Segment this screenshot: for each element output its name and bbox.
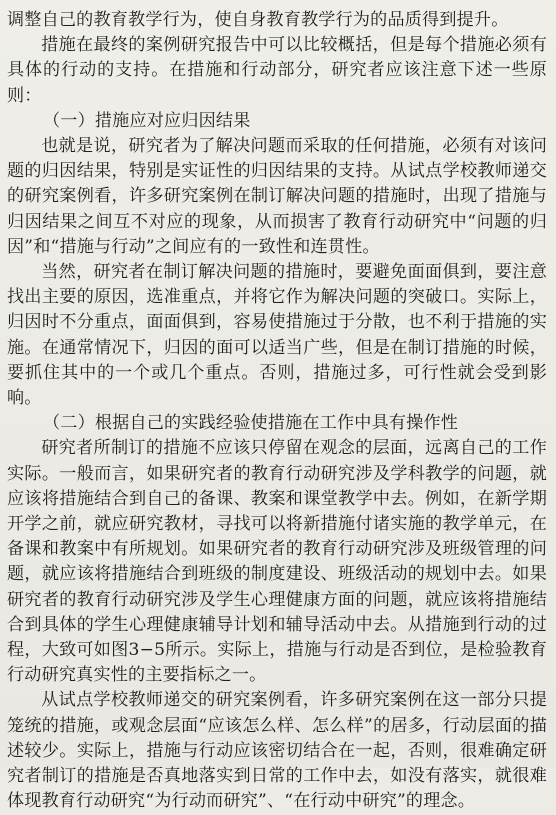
paragraph-focus: 当然，研究者在制订解决问题的措施时，要避免面面俱到，要注意找出主要的原因，选准重点，并将它作为解决问题的突破口。实际上，归因时不分重点，面面俱到，容易使措施过于分散，也不利于措施的实施。在通常情况下，归因的面可以适当广些，但是在制订措施的时候，要抓住其中的一个或几个重点。否则，措施过多，可行性就会受到影响。 [7,262,547,409]
paragraph-operability: 研究者所制订的措施不应该只停留在观念的层面，远离自己的工作实际。一般而言，如果研究者的教育行动研究涉及学科教学的问题，就应该将措施结合到自己的备课、教案和课堂教学中去。例如，在新学期开学之前，就应研究教材，寻找可以将新措施付诸实施的教学单元，在备课和教案中有所规划。如果研究者的教育行动研究涉及班级管理的问题，就应该将措施结合到班级的制度建设、班级活动的规划中去。如果研究者的教育行动研究涉及学生心理健康方面的问题，就应该将措施结合到具体的学生心理健康辅导计划和辅导活动中去。从措施到行动的过程，大致可如图3−5所示。实际上，措施与行动是否到位，是检验教育行动研究真实性的主要指标之一。 [7,438,547,686]
section-heading-1: （一）措施应对应归因结果 [43,110,251,131]
paragraph-principles-intro: 措施在最终的案例研究报告中可以比较概括，但是每个措施必须有具体的行动的支持。在措施和行动部分，研究者应该注意下述一些原则： [7,35,547,106]
section-heading-2: （二）根据自己的实践经验使措施在工作中具有操作性 [43,413,459,434]
paragraph-attribution: 也就是说，研究者为了解决问题而采取的任何措施，必须有对该问题的归因结果，特别是实证性的归因结果的支持。从试点学校教师递交的研究案例看，许多研究案例在制订解决问题的措施时，出现了措施与归因结果之间互不对应的现象，从而损害了教育行动研究中“问题的归因”和“措施与行动”之间应有的一致性和连贯性。 [7,136,547,257]
paragraph-continuation: 调整自己的教育教学行为，使自身教育教学行为的品质得到提升。 [7,10,509,30]
paragraph-observation: 从试点学校教师递交的研究案例看，许多研究案例在这一部分只提笼统的措施，或观念层面“应该怎么样、怎么样”的居多，行动层面的描述较少。实际上，措施与行动应该密切结合在一起，否则，很难确定研究者制订的措施是否真地落实到日常的工作中去，如没有落实，就很难体现教育行动研究“为行动而研究”、“在行动中研究”的理念。 [7,690,547,812]
